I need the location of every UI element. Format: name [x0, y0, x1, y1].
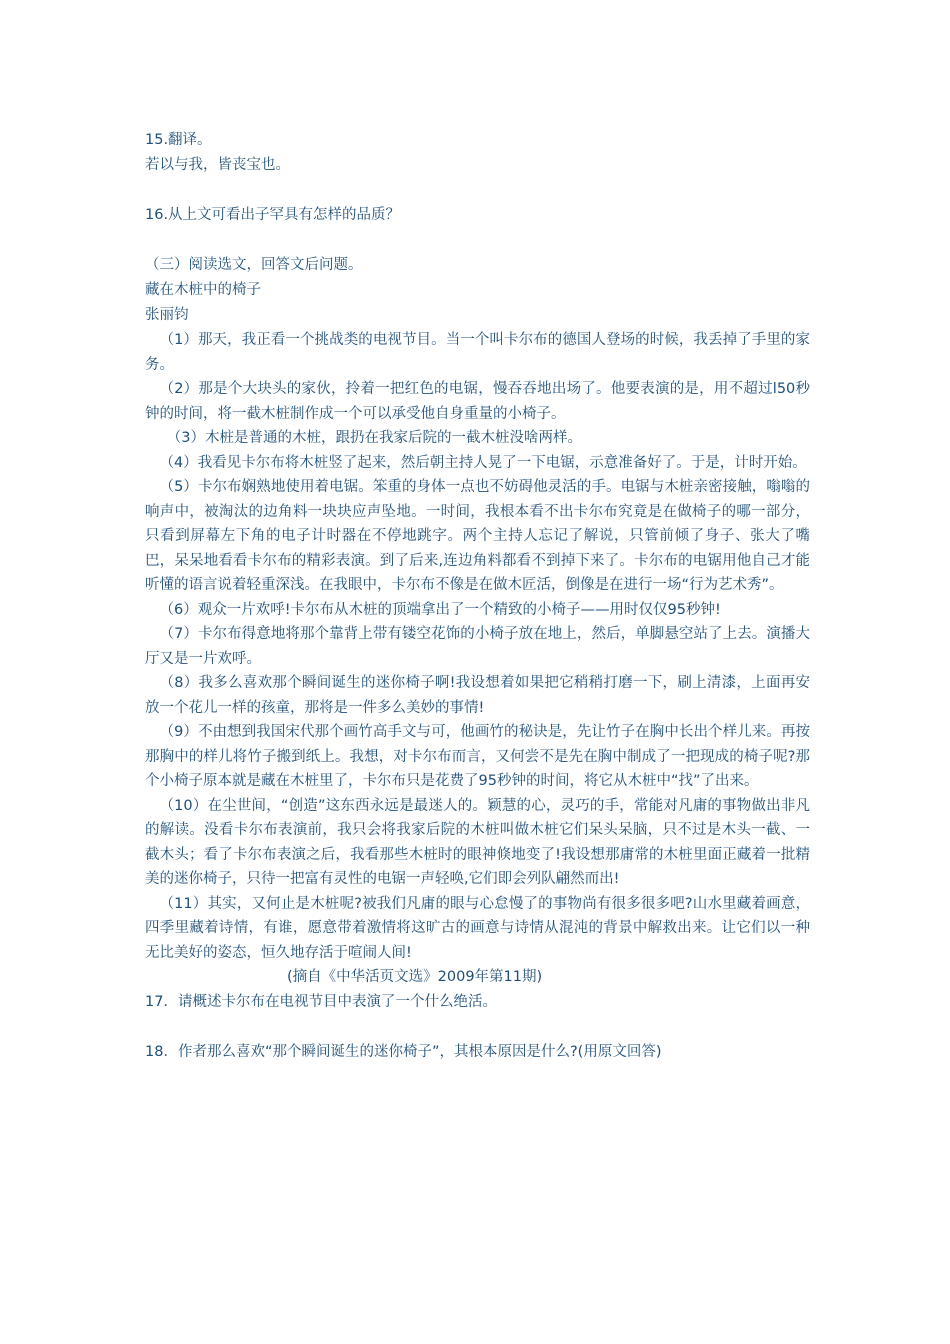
article-paragraph: （5）卡尔布娴熟地使用着电锯。笨重的身体一点也不妨碍他灵活的手。电锯与木桩亲密接触，嗡嗡的响声中，被淘汰的边角料一块块应声坠地。一时间，我根本看不出卡尔布究竟是在做椅子的哪一部分，只看到屏幕左下角的电子计时器在不停地跳字。两个主持人忘记了解说，只管前倾了身子、张大了嘴巴，呆呆地看看卡尔布的精彩表演。到了后来,连边角料都看不到掉下来了。卡尔布的电锯用他自己才能听懂的语言说着轻重深浅。在我眼中，卡尔布不像是在做木匠活，倒像是在进行一场“行为艺术秀”。	[145, 479, 810, 593]
q17-question: 17．请概述卡尔布在电视节目中表演了一个什么绝活。	[145, 994, 497, 1010]
article-paragraph: （10）在尘世间，“创造”这东西永远是最迷人的。颖慧的心，灵巧的手，常能对凡庸的事物做出非凡的解读。没看卡尔布表演前，我只会将我家后院的木桩叫做木桩它们呆头呆脑，只不过是木头一截、一截木头；看了卡尔布表演之后，我看那些木桩时的眼神倏地变了!我设想那庸常的木桩里面正藏着一批精美的迷你椅子，只待一把富有灵性的电锯一声轻唤,它们即会列队翩然而出!	[145, 797, 810, 887]
spacer	[145, 1015, 810, 1040]
article-paragraph: （6）观众一片欢呼!卡尔布从木桩的顶端拿出了一个精致的小椅子——用时仅仅95秒钟!	[159, 601, 721, 618]
article-paragraph: （2）那是个大块头的家伙，拎着一把红色的电锯，慢吞吞地出场了。他要表演的是，用不超过l50秒钟的时间，将一截木桩制作成一个可以承受他自身重量的小椅子。	[145, 381, 810, 422]
article-paragraph: （1）那天，我正看一个挑战类的电视节目。当一个叫卡尔布的德国人登场的时候，我丢掉了手里的家务。	[145, 332, 810, 373]
article-paragraph: （3）木桩是普通的木桩，跟扔在我家后院的一截木桩没啥两样。	[166, 430, 582, 446]
article-paragraph: （7）卡尔布得意地将那个靠背上带有镂空花饰的小椅子放在地上，然后，单脚悬空站了上去。演播大厅又是一片欢呼。	[145, 626, 810, 667]
article-paragraph: （4）我看见卡尔布将木桩竖了起来，然后朝主持人晃了一下电锯，示意准备好了。于是，计时开始。	[159, 454, 807, 471]
q16-question: 16.从上文可看出子罕具有怎样的品质？	[145, 207, 401, 223]
article-title: 藏在木桩中的椅子	[145, 282, 261, 298]
spacer	[145, 178, 810, 203]
q18-question: 18．作者那么喜欢“那个瞬间诞生的迷你椅子”，其根本原因是什么?(用原文回答)	[145, 1044, 662, 1060]
q15-title: 15.翻译。	[145, 132, 212, 148]
article-paragraph: （8）我多么喜欢那个瞬间诞生的迷你椅子啊!我设想着如果把它稍稍打磨一下，刷上清漆，上面再安放一个花儿一样的孩童，那将是一件多么美妙的事情!	[145, 675, 810, 716]
spacer	[145, 228, 810, 253]
article-source: (摘自《中华活页文选》2009年第11期)	[287, 969, 543, 985]
document-body	[145, 128, 810, 1065]
q15-text: 若以与我，皆丧宝也。	[145, 157, 290, 173]
article-paragraph: （11）其实，又何止是木桩呢?被我们凡庸的眼与心怠慢了的事物尚有很多很多吧?山水里藏着画意，四季里藏着诗情，有谁，愿意带着激情将这旷古的画意与诗情从混沌的背景中解救出来。让它们以一种无比美好的姿态，恒久地存活于喧闹人间!	[145, 895, 810, 961]
article-author: 张丽钧	[145, 307, 189, 323]
section3-heading: （三）阅读选文，回答文后问题。	[145, 257, 363, 273]
article-paragraph: （9）不由想到我国宋代那个画竹高手文与可，他画竹的秘诀是，先让竹子在胸中长出个样儿来。再按那胸中的样儿将竹子搬到纸上。我想，对卡尔布而言，又何尝不是先在胸中制成了一把现成的椅子呢?那个小椅子原本就是藏在木桩里了，卡尔布只是花费了95秒钟的时间，将它从木桩中“找”了出来。	[145, 724, 810, 789]
